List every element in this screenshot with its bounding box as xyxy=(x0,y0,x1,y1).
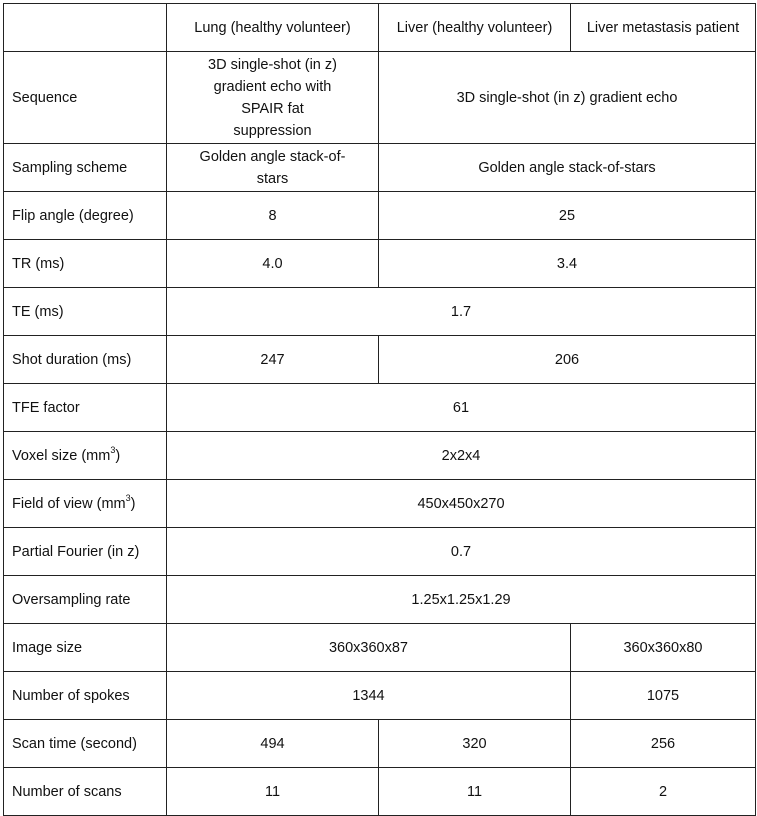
header-lung: Lung (healthy volunteer) xyxy=(167,4,379,52)
table-row-voxel-size xyxy=(4,432,756,480)
row-label-image-size: Image size xyxy=(4,624,167,672)
row-label-spokes: Number of spokes xyxy=(4,672,167,720)
row-label-voxel-size xyxy=(4,432,167,480)
header-empty-cell xyxy=(4,4,167,52)
row-label-sequence: Sequence xyxy=(4,52,167,144)
row-label-sampling: Sampling scheme xyxy=(4,144,167,192)
header-liver: Liver (healthy volunteer) xyxy=(379,4,571,52)
table-row-tr xyxy=(4,240,756,288)
table-row-field-of-view xyxy=(4,480,756,528)
table-row-shot-duration xyxy=(4,336,756,384)
cell-scan-time-patient: 256 xyxy=(571,720,756,768)
cell-scan-time-lung: 494 xyxy=(167,720,379,768)
row-label-te: TE (ms) xyxy=(4,288,167,336)
cell-num-scans-patient: 2 xyxy=(571,768,756,816)
voxel-label-text: Voxel size (mm xyxy=(12,447,111,464)
cell-scan-time-liver: 320 xyxy=(379,720,571,768)
table-row-flip-angle xyxy=(4,192,756,240)
row-label-oversampling: Oversampling rate xyxy=(4,576,167,624)
cell-shot-lung: 247 xyxy=(167,336,379,384)
fov-label-text: Field of view (mm xyxy=(12,495,126,512)
cell-tfe-all: 61 xyxy=(167,384,756,432)
cell-sampling-liver: Golden angle stack-of-stars xyxy=(379,144,756,192)
row-label-shot-duration: Shot duration (ms) xyxy=(4,336,167,384)
cell-oversampling-all: 1.25x1.25x1.29 xyxy=(167,576,756,624)
voxel-unit-exponent: 3 xyxy=(110,444,116,455)
table-row-sampling xyxy=(4,144,756,192)
fov-label-suffix: ) xyxy=(130,495,136,512)
cell-fov-all: 450x450x270 xyxy=(167,480,756,528)
fov-unit-exponent: 3 xyxy=(125,492,131,503)
cell-tr-liver: 3.4 xyxy=(379,240,756,288)
row-label-tfe-factor: TFE factor xyxy=(4,384,167,432)
table-row-oversampling xyxy=(4,576,756,624)
row-label-partial-fourier: Partial Fourier (in z) xyxy=(4,528,167,576)
cell-sequence-liver: 3D single-shot (in z) gradient echo xyxy=(379,52,756,144)
table-row-scan-time xyxy=(4,720,756,768)
table-row-spokes xyxy=(4,672,756,720)
header-liver-metastasis: Liver metastasis patient xyxy=(571,4,756,52)
voxel-label-suffix: ) xyxy=(115,447,121,464)
cell-image-size-patient: 360x360x80 xyxy=(571,624,756,672)
table-row-partial-fourier xyxy=(4,528,756,576)
cell-image-size-healthy: 360x360x87 xyxy=(167,624,571,672)
row-label-tr: TR (ms) xyxy=(4,240,167,288)
table-row-te xyxy=(4,288,756,336)
cell-shot-liver: 206 xyxy=(379,336,756,384)
cell-te-all: 1.7 xyxy=(167,288,756,336)
cell-tr-lung: 4.0 xyxy=(167,240,379,288)
cell-spokes-healthy: 1344 xyxy=(167,672,571,720)
row-label-flip-angle: Flip angle (degree) xyxy=(4,192,167,240)
table-row-num-scans xyxy=(4,768,756,816)
row-label-num-scans: Number of scans xyxy=(4,768,167,816)
cell-voxel-all: 2x2x4 xyxy=(167,432,756,480)
cell-flip-lung: 8 xyxy=(167,192,379,240)
cell-num-scans-lung: 11 xyxy=(167,768,379,816)
parameters-table xyxy=(3,3,756,816)
table-row-tfe-factor xyxy=(4,384,756,432)
row-label-field-of-view xyxy=(4,480,167,528)
cell-flip-liver: 25 xyxy=(379,192,756,240)
cell-sequence-lung: 3D single-shot (in z) gradient echo with SPAIR fat suppression xyxy=(167,52,379,144)
cell-spokes-patient: 1075 xyxy=(571,672,756,720)
row-label-scan-time: Scan time (second) xyxy=(4,720,167,768)
cell-num-scans-liver: 11 xyxy=(379,768,571,816)
cell-partial-all: 0.7 xyxy=(167,528,756,576)
table-row-sequence xyxy=(4,52,756,144)
table-row-image-size xyxy=(4,624,756,672)
header-row xyxy=(4,4,756,52)
cell-sampling-lung: Golden angle stack-of-stars xyxy=(167,144,379,192)
